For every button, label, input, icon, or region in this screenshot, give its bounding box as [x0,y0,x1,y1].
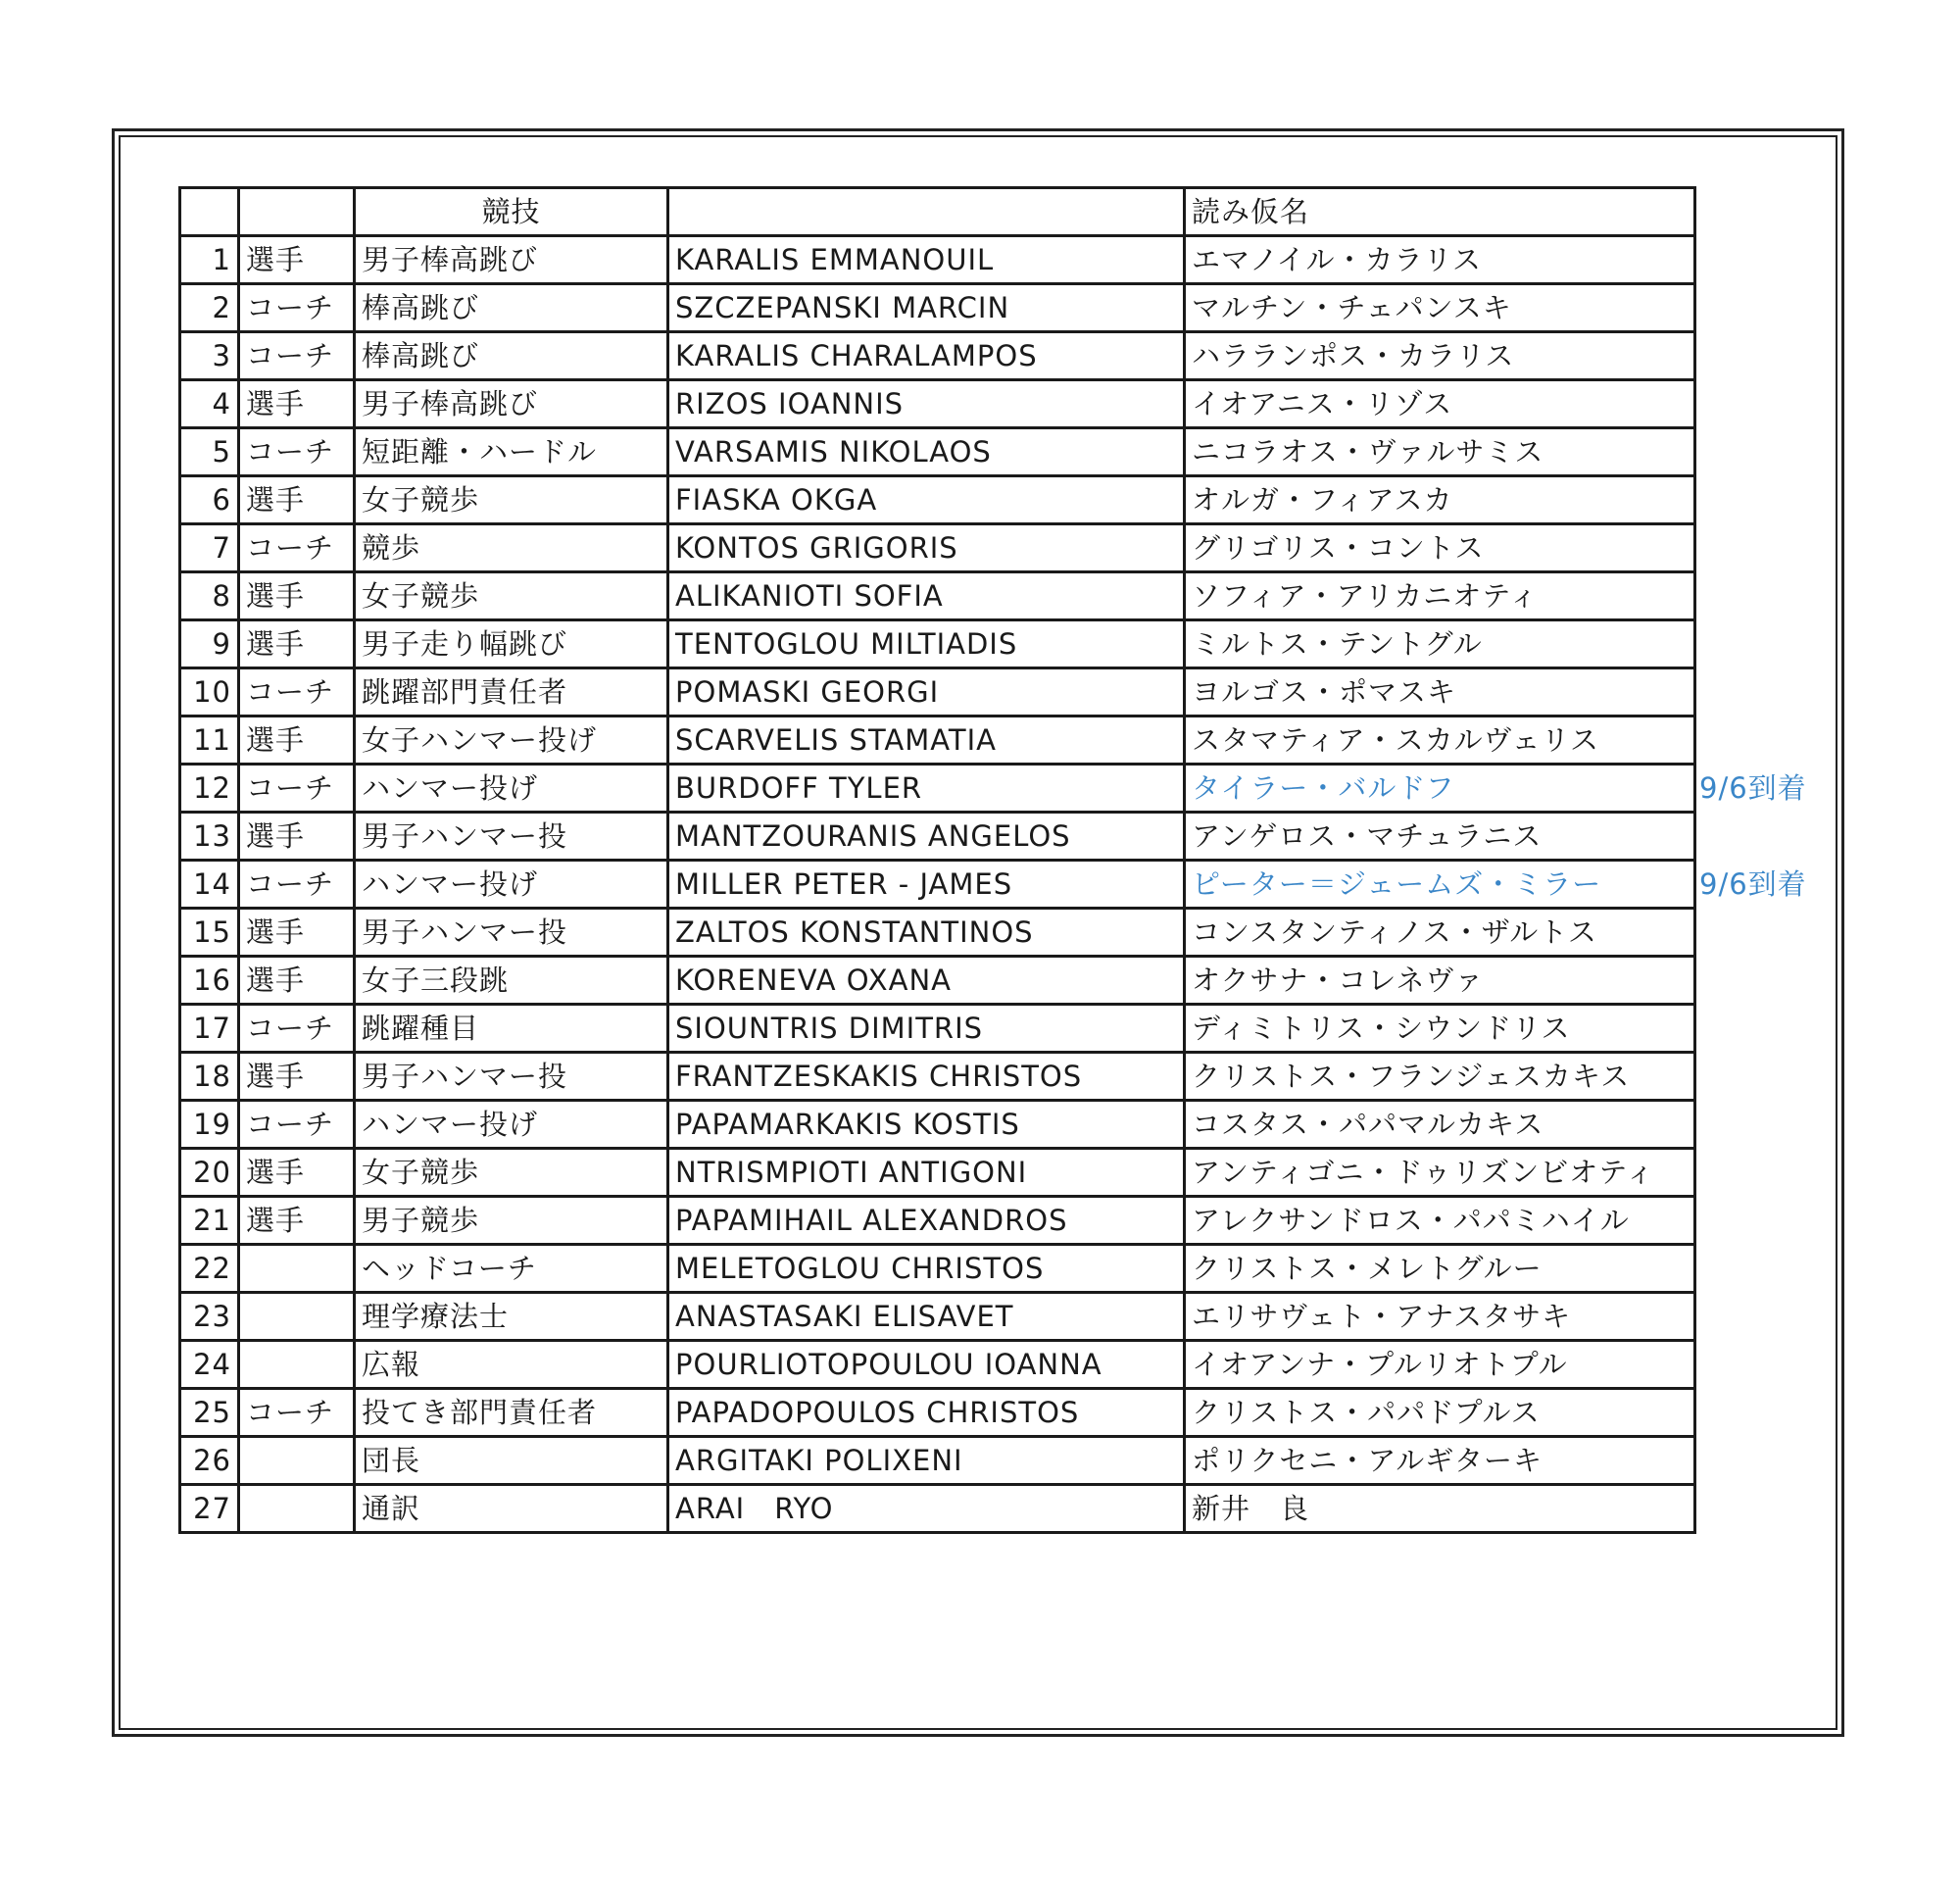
row-event: 棒高跳び [355,332,668,380]
row-name: RIZOS IOANNIS [668,380,1185,428]
row-number: 12 [180,765,239,813]
row-kana: オクサナ・コレネヴァ [1185,957,1695,1005]
row-number: 5 [180,428,239,476]
row-name: SIOUNTRIS DIMITRIS [668,1005,1185,1053]
row-name: KONTOS GRIGORIS [668,524,1185,572]
table-row [180,572,1695,620]
table-row [180,1149,1695,1197]
row-kana: クリストス・パパドプルス [1185,1389,1695,1437]
row-name: PAPADOPOULOS CHRISTOS [668,1389,1185,1437]
header-name [668,188,1185,236]
table-row [180,428,1695,476]
row-name: TENTOGLOU MILTIADIS [668,620,1185,668]
row-role: コーチ [239,284,355,332]
row-kana: ディミトリス・シウンドリス [1185,1005,1695,1053]
row-event: ハンマー投げ [355,1101,668,1149]
row-number: 2 [180,284,239,332]
table-row [180,524,1695,572]
row-name: KARALIS CHARALAMPOS [668,332,1185,380]
row-number: 10 [180,668,239,717]
row-event: 競歩 [355,524,668,572]
row-kana: エリサヴェト・アナスタサキ [1185,1293,1695,1341]
row-event: 理学療法士 [355,1293,668,1341]
row-kana: グリゴリス・コントス [1185,524,1695,572]
row-event: 女子競歩 [355,476,668,524]
row-event: 男子棒高跳び [355,236,668,284]
row-name: PAPAMIHAIL ALEXANDROS [668,1197,1185,1245]
row-event: 投てき部門責任者 [355,1389,668,1437]
row-role: コーチ [239,1005,355,1053]
row-event: ハンマー投げ [355,861,668,909]
row-name: ALIKANIOTI SOFIA [668,572,1185,620]
row-kana: コンスタンティノス・ザルトス [1185,909,1695,957]
row-event: 棒高跳び [355,284,668,332]
table-row [180,332,1695,380]
row-kana: スタマティア・スカルヴェリス [1185,717,1695,765]
row-number: 1 [180,236,239,284]
row-number: 24 [180,1341,239,1389]
table-row [180,668,1695,717]
table-row [180,1341,1695,1389]
roster-table [178,186,1696,1534]
table-row [180,1245,1695,1293]
row-role: 選手 [239,236,355,284]
header-kana: 読み仮名 [1185,188,1695,236]
row-event: 跳躍種目 [355,1005,668,1053]
row-role: コーチ [239,861,355,909]
row-role [239,1245,355,1293]
row-role: 選手 [239,909,355,957]
table-row [180,1389,1695,1437]
row-number: 8 [180,572,239,620]
row-kana: アンゲロス・マチュラニス [1185,813,1695,861]
table-row [180,284,1695,332]
row-number: 21 [180,1197,239,1245]
row-name: KORENEVA OXANA [668,957,1185,1005]
row-kana: ポリクセニ・アルギターキ [1185,1437,1695,1485]
row-event: 女子三段跳 [355,957,668,1005]
row-kana: エマノイル・カラリス [1185,236,1695,284]
row-number: 3 [180,332,239,380]
row-name: SZCZEPANSKI MARCIN [668,284,1185,332]
row-number: 14 [180,861,239,909]
table-row [180,765,1695,813]
row-name: MELETOGLOU CHRISTOS [668,1245,1185,1293]
row-number: 11 [180,717,239,765]
table-row [180,476,1695,524]
row-role: コーチ [239,1389,355,1437]
row-kana: ニコラオス・ヴァルサミス [1185,428,1695,476]
row-number: 25 [180,1389,239,1437]
table-row [180,1437,1695,1485]
table-row [180,236,1695,284]
row-number: 26 [180,1437,239,1485]
row-name: ZALTOS KONSTANTINOS [668,909,1185,957]
table-row [180,813,1695,861]
row-name: NTRISMPIOTI ANTIGONI [668,1149,1185,1197]
row-kana: クリストス・メレトグルー [1185,1245,1695,1293]
row-event: 女子競歩 [355,1149,668,1197]
row-role [239,1341,355,1389]
row-kana: イオアンナ・プルリオトプル [1185,1341,1695,1389]
row-kana: 新井 良 [1185,1485,1695,1533]
row-name: POMASKI GEORGI [668,668,1185,717]
header-event: 競技 [355,188,668,236]
row-role: 選手 [239,476,355,524]
row-number: 19 [180,1101,239,1149]
row-name: FRANTZESKAKIS CHRISTOS [668,1053,1185,1101]
table-row [180,1005,1695,1053]
row-name: ARGITAKI POLIXENI [668,1437,1185,1485]
row-event: ヘッドコーチ [355,1245,668,1293]
table-row [180,1197,1695,1245]
row-event: 団長 [355,1437,668,1485]
row-role: 選手 [239,1197,355,1245]
row-kana: ソフィア・アリカニオティ [1185,572,1695,620]
table-row [180,620,1695,668]
table-row [180,909,1695,957]
row-role: コーチ [239,428,355,476]
arrival-note: 9/6到着 [1699,770,1807,805]
row-kana: マルチン・チェパンスキ [1185,284,1695,332]
table-row [180,1053,1695,1101]
row-number: 20 [180,1149,239,1197]
row-event: 男子競歩 [355,1197,668,1245]
row-event: 男子ハンマー投 [355,813,668,861]
row-event: 男子走り幅跳び [355,620,668,668]
row-number: 16 [180,957,239,1005]
row-name: PAPAMARKAKIS KOSTIS [668,1101,1185,1149]
row-name: VARSAMIS NIKOLAOS [668,428,1185,476]
row-number: 23 [180,1293,239,1341]
table-row [180,957,1695,1005]
row-kana: ハラランポス・カラリス [1185,332,1695,380]
row-kana: ヨルゴス・ポマスキ [1185,668,1695,717]
row-kana: タイラー・バルドフ [1185,765,1695,813]
row-kana: ピーター＝ジェームズ・ミラー [1185,861,1695,909]
row-role [239,1293,355,1341]
row-name: ANASTASAKI ELISAVET [668,1293,1185,1341]
row-role: 選手 [239,957,355,1005]
row-role: コーチ [239,668,355,717]
row-kana: コスタス・パパマルカキス [1185,1101,1695,1149]
row-event: 通訳 [355,1485,668,1533]
table-row [180,1101,1695,1149]
table-row [180,717,1695,765]
row-role: コーチ [239,765,355,813]
table-row [180,861,1695,909]
row-name: ARAI RYO [668,1485,1185,1533]
row-kana: アンティゴニ・ドゥリズンビオティ [1185,1149,1695,1197]
row-name: FIASKA OKGA [668,476,1185,524]
header-row [180,188,1695,236]
row-event: 女子競歩 [355,572,668,620]
row-number: 13 [180,813,239,861]
row-role [239,1437,355,1485]
arrival-note: 9/6到着 [1699,866,1807,901]
row-role: コーチ [239,1101,355,1149]
row-event: 広報 [355,1341,668,1389]
row-number: 15 [180,909,239,957]
row-name: MILLER PETER - JAMES [668,861,1185,909]
table-row [180,1293,1695,1341]
row-number: 4 [180,380,239,428]
row-role: 選手 [239,620,355,668]
header-no [180,188,239,236]
row-event: 跳躍部門責任者 [355,668,668,717]
row-event: 男子ハンマー投 [355,909,668,957]
row-event: ハンマー投げ [355,765,668,813]
row-kana: オルガ・フィアスカ [1185,476,1695,524]
row-number: 9 [180,620,239,668]
row-name: MANTZOURANIS ANGELOS [668,813,1185,861]
row-role: 選手 [239,1053,355,1101]
row-event: 短距離・ハードル [355,428,668,476]
row-event: 女子ハンマー投げ [355,717,668,765]
row-name: KARALIS EMMANOUIL [668,236,1185,284]
row-role: 選手 [239,813,355,861]
row-number: 27 [180,1485,239,1533]
row-role: 選手 [239,572,355,620]
row-number: 17 [180,1005,239,1053]
row-name: BURDOFF TYLER [668,765,1185,813]
row-role: 選手 [239,380,355,428]
row-role: 選手 [239,717,355,765]
row-kana: クリストス・フランジェスカキス [1185,1053,1695,1101]
row-number: 22 [180,1245,239,1293]
row-kana: アレクサンドロス・パパミハイル [1185,1197,1695,1245]
row-role: 選手 [239,1149,355,1197]
table-row [180,380,1695,428]
row-number: 18 [180,1053,239,1101]
row-number: 6 [180,476,239,524]
row-kana: イオアニス・リゾス [1185,380,1695,428]
row-event: 男子ハンマー投 [355,1053,668,1101]
row-role: コーチ [239,332,355,380]
row-number: 7 [180,524,239,572]
row-kana: ミルトス・テントグル [1185,620,1695,668]
row-role: コーチ [239,524,355,572]
row-name: POURLIOTOPOULOU IOANNA [668,1341,1185,1389]
row-role [239,1485,355,1533]
header-role [239,188,355,236]
row-event: 男子棒高跳び [355,380,668,428]
row-name: SCARVELIS STAMATIA [668,717,1185,765]
table-row [180,1485,1695,1533]
